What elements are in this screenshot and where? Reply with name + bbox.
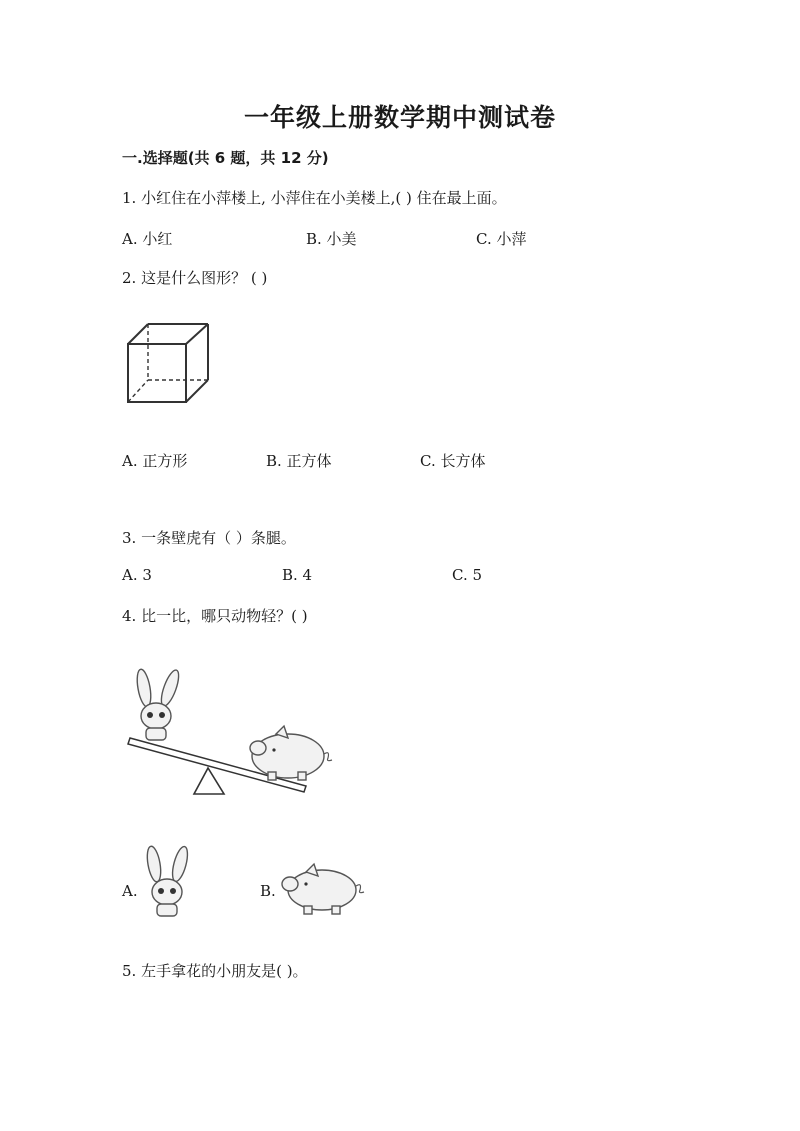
question-3-option-b[interactable]: B. 4 [282,566,313,584]
question-3-option-a[interactable]: A. 3 [122,566,152,584]
page-title: 一年级上册数学期中测试卷 [243,103,556,132]
section-heading: 一.选择题(共 6 题，共 12 分) [122,149,329,167]
question-4-text: 4. 比一比，哪只动物轻？( ) [122,607,308,625]
question-1-option-c[interactable]: C. 小萍 [476,230,527,248]
question-2-option-a[interactable]: A. 正方形 [122,452,188,470]
question-1-text: 1. 小红住在小萍楼上, 小萍住在小美楼上,( ) 住在最上面。 [122,189,507,207]
question-4-option-b[interactable]: B. [260,882,276,900]
question-4-option-a[interactable]: A. [122,882,138,900]
question-1-option-b[interactable]: B. 小美 [306,230,357,248]
question-2-option-c[interactable]: C. 长方体 [420,452,486,470]
question-3-option-c[interactable]: C. 5 [452,566,483,584]
cube-icon [124,322,214,406]
question-2-option-b[interactable]: B. 正方体 [266,452,332,470]
question-5-text: 5. 左手拿花的小朋友是( )。 [122,962,308,980]
question-2-text: 2. 这是什么图形？ ( ) [122,269,268,287]
pig-icon[interactable] [278,862,368,918]
question-3-text: 3. 一条壁虎有（ ）条腿。 [122,529,296,547]
question-1-option-a[interactable]: A. 小红 [122,230,173,248]
rabbit-icon[interactable] [138,846,196,918]
seesaw-rabbit-pig-icon [126,668,346,798]
